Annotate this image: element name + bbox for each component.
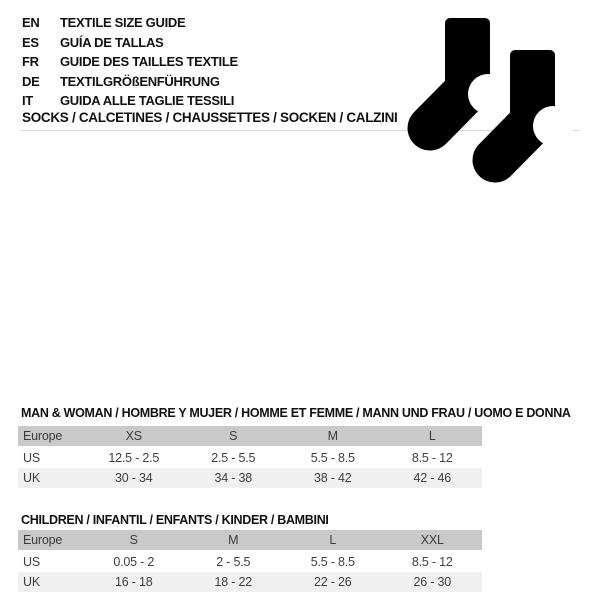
- region-label: UK: [23, 471, 40, 485]
- language-code: DE: [22, 73, 40, 89]
- size-value: 30 - 34: [114, 471, 153, 485]
- table-row: [18, 551, 482, 572]
- table-row: [18, 468, 482, 488]
- column-header: S: [84, 530, 184, 551]
- category-heading: SOCKS / CALCETINES / CHAUSSETTES / SOCKEN / CALZINI: [22, 110, 398, 125]
- language-code: FR: [22, 54, 39, 69]
- region-label: UK: [23, 575, 40, 589]
- sock-right: [495, 50, 573, 160]
- column-header: L: [283, 530, 383, 551]
- language-list: [22, 13, 238, 111]
- socks-icon: [400, 0, 600, 200]
- size-value: 2 - 5.5: [216, 555, 251, 569]
- language-row: [22, 91, 238, 111]
- size-value: 5.5 - 8.5: [310, 555, 355, 569]
- size-value: 5.5 - 8.5: [310, 451, 355, 465]
- size-value: 0.05 - 2: [113, 555, 155, 569]
- table-row: [18, 572, 482, 592]
- size-table-man-woman: [18, 426, 482, 488]
- size-value: 42 - 46: [413, 471, 452, 485]
- language-row: [22, 13, 238, 33]
- table-header-row: [18, 426, 482, 447]
- size-table-children: [18, 530, 482, 592]
- table-title-man-woman: MAN & WOMAN / HOMBRE Y MUJER / HOMME ET FEMME / MANN UND FRAU / UOMO E DONNA: [21, 406, 571, 420]
- size-value: 18 - 22: [214, 575, 253, 589]
- column-header: Europe: [18, 530, 84, 551]
- language-label: GUIDE DES TAILLES TEXTILE: [60, 54, 238, 69]
- size-value: 26 - 30: [413, 575, 452, 589]
- column-header: L: [383, 426, 483, 447]
- size-value: 22 - 26: [313, 575, 352, 589]
- table-title-children: CHILDREN / INFANTIL / ENFANTS / KINDER / BAMBINI: [21, 513, 329, 527]
- language-label: GUIDA ALLE TAGLIE TESSILI: [60, 93, 235, 108]
- socks-icon-svg: [400, 0, 600, 200]
- language-label: TEXTILE SIZE GUIDE: [60, 15, 186, 30]
- column-header: S: [184, 426, 284, 447]
- table-header-row: [18, 530, 482, 551]
- table-row: [18, 447, 482, 468]
- column-header: Europe: [18, 426, 84, 447]
- column-header: XXL: [383, 530, 483, 551]
- size-value: 8.5 - 12: [411, 451, 453, 465]
- size-value: 38 - 42: [313, 471, 352, 485]
- size-value: 8.5 - 12: [411, 555, 453, 569]
- region-label: US: [23, 555, 40, 569]
- size-value: 12.5 - 2.5: [108, 451, 160, 465]
- size-value: 2.5 - 5.5: [211, 451, 256, 465]
- language-label: TEXTILGRÖßENFÜHRUNG: [60, 73, 220, 89]
- sock-left: [430, 18, 508, 128]
- language-code: EN: [22, 15, 40, 30]
- column-header: M: [184, 530, 284, 551]
- column-header: M: [283, 426, 383, 447]
- size-value: 16 - 18: [114, 575, 153, 589]
- column-header: XS: [84, 426, 184, 447]
- language-code: IT: [22, 93, 33, 108]
- size-value: 34 - 38: [214, 471, 253, 485]
- region-label: US: [23, 451, 40, 465]
- language-label: GUÍA DE TALLAS: [60, 34, 164, 50]
- language-row: [22, 33, 238, 53]
- language-row: [22, 52, 238, 72]
- language-code: ES: [22, 34, 39, 50]
- language-row: [22, 72, 238, 92]
